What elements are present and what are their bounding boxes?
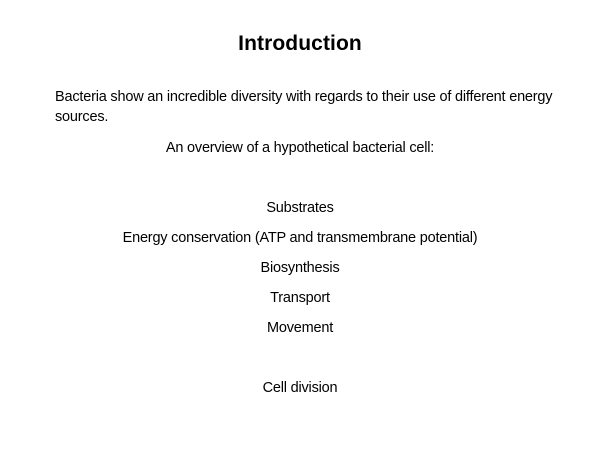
intro-paragraph: Bacteria show an incredible diversity with regards to their use of different energy sources. (55, 89, 553, 125)
list-item-movement: Movement (266, 320, 334, 336)
list-item-cell-division: Cell division (262, 380, 338, 396)
list-item-transport: Transport (270, 290, 330, 306)
overview-line: An overview of a hypothetical bacterial cell: (165, 140, 435, 156)
slide-title: Introduction (238, 32, 362, 55)
list-item-substrates: Substrates (266, 200, 334, 216)
list-item-energy-conservation: Energy conservation (ATP and transmembrane potential) (122, 230, 478, 246)
list-item-biosynthesis: Biosynthesis (260, 260, 340, 276)
